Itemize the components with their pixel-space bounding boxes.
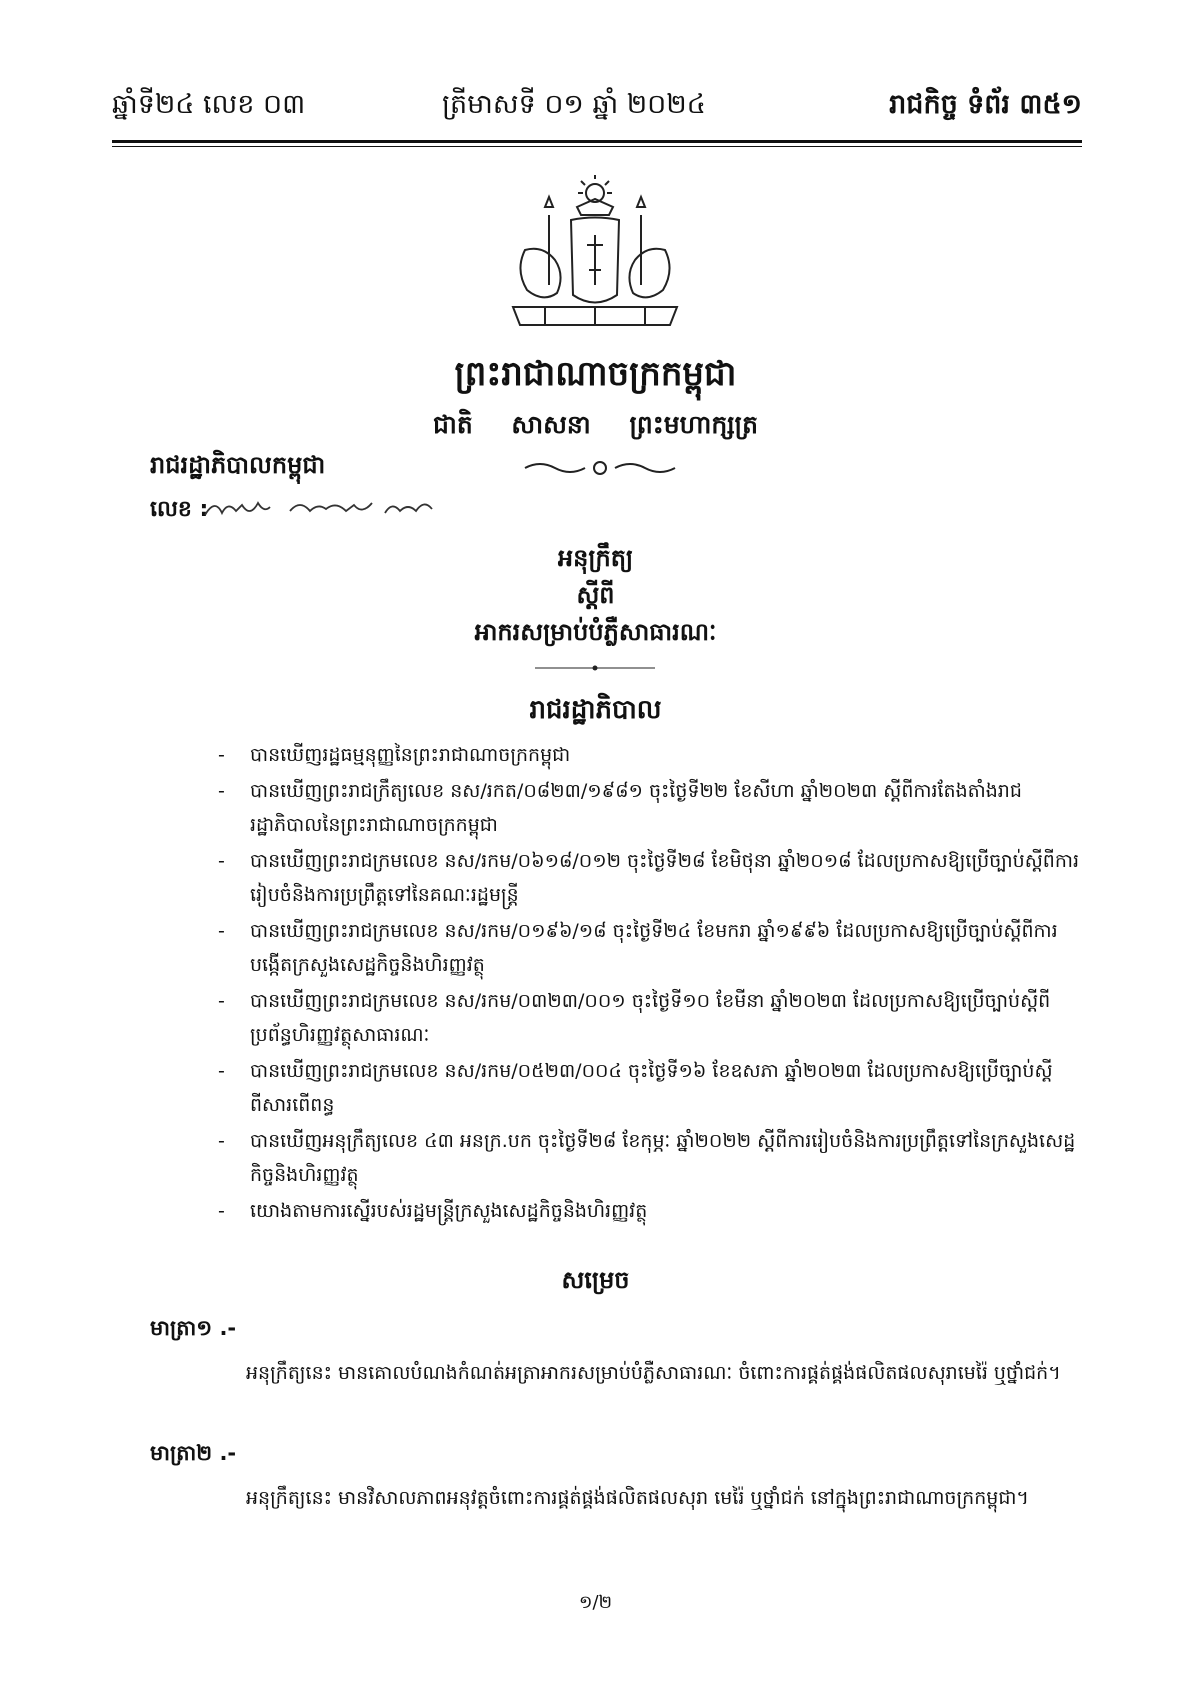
article-1-label: មាត្រា១ .- <box>150 1316 237 1340</box>
page-number: ១/២ <box>578 1592 613 1613</box>
article-2-text: អនុក្រឹត្យនេះ មានវិសាលភាពអនុវត្តចំពោះការផ្គត់ផ្គង់ផលិតផលសុរា មេរ៉ៃ ឬថ្នាំជក់ នៅក្នុងព្រះរាជាណាចក្រកម្ពុជា។ <box>246 1487 1029 1509</box>
list-item: - យោងតាមការស្នើរបស់រដ្ឋមន្ត្រីក្រសួងសេដ្ឋកិច្ចនិងហិរញ្ញវត្ថុ <box>218 1200 648 1222</box>
list-item: - បានឃើញព្រះរាជក្រមលេខ នស/រកម/០៣២៣/០០១ ចុះថ្ងៃទី១០ ខែមីនា ឆ្នាំ២០២៣ ដែលប្រកាសឱ្យប្រើច្បាប់ស្តីពីប្រព័ន្ធហិរញ្ញវត្ថុសាធារណៈ <box>218 990 1051 1046</box>
list-item: - បានឃើញព្រះរាជក្រមលេខ នស/រកម/០១៩៦/១៨ ចុះថ្ងៃទី២៤ ខែមករា ឆ្នាំ១៩៩៦ ដែលប្រកាសឱ្យប្រើច្បាប់ស្តីពីការបង្កើតក្រសួងសេដ្ឋកិច្ចនិងហិរញ្ញវត្ថុ <box>218 920 1058 976</box>
national-motto: ជាតិ សាសនា ព្រះមហាក្សត្រ <box>433 410 758 439</box>
article-1-text: អនុក្រឹត្យនេះ មានគោលបំណងកំណត់អត្រាអាករសម្រាប់បំភ្លឺសាធារណៈ ចំពោះការផ្គត់ផ្គង់ផលិតផលសុរាមេរ៉ៃ ឬថ្នាំជក់។ <box>246 1362 1061 1384</box>
decision-heading: សម្រេច <box>561 1266 630 1294</box>
document-number-label: លេខ : <box>150 497 209 522</box>
gazette-year-issue: ឆ្នាំទី២៤ លេខ ០៣ <box>112 89 306 120</box>
handwritten-number-signature <box>200 493 450 523</box>
decree-subject: អាករសម្រាប់បំភ្លឺសាធារណៈ <box>474 618 717 646</box>
issuing-authority: រាជរដ្ឋាភិបាលកម្ពុជា <box>150 451 326 479</box>
royal-arms-of-cambodia-icon <box>505 175 685 335</box>
decree-type: អនុក្រឹត្យ <box>557 544 634 572</box>
header-rule <box>112 140 1082 143</box>
list-item: - បានឃើញរដ្ឋធម្មនុញ្ញនៃព្រះរាជាណាចក្រកម្ពុជា <box>218 744 571 766</box>
list-item: - បានឃើញព្រះរាជក្រឹត្យលេខ នស/រកត/០៨២៣/១៩៨១ ចុះថ្ងៃទី២២ ខែសីហា ឆ្នាំ២០២៣ ស្តីពីការតែងតាំងរាជរដ្ឋាភិបាលនៃព្រះរាជាណាចក្រកម្ពុជា <box>218 780 1022 836</box>
gazette-page: រាជកិច្ច ទំព័រ ៣៥១ <box>889 89 1082 120</box>
header-rule-thin <box>112 146 1082 147</box>
list-item: - បានឃើញព្រះរាជក្រមលេខ នស/រកម/០៥២៣/០០៤ ចុះថ្ងៃទី១៦ ខែឧសភា ឆ្នាំ២០២៣ ដែលប្រកាសឱ្យប្រើច្បាប់ស្តីពីសារពើពន្ធ <box>218 1060 1053 1116</box>
gazette-quarter: ត្រីមាសទី ០១ ឆ្នាំ ២០២៤ <box>442 89 706 120</box>
decree-about: ស្តីពី <box>576 581 615 609</box>
list-item: - បានឃើញអនុក្រឹត្យលេខ ៤៣ អនក្រ.បក ចុះថ្ងៃទី២៨ ខែកុម្ភៈ ឆ្នាំ២០២២ ស្តីពីការរៀបចំនិងការប្រព្រឹត្តទៅនៃក្រសួងសេដ្ឋកិច្ចនិងហិរញ្ញវត្ថុ <box>218 1130 1076 1186</box>
government-heading: រាជរដ្ឋាភិបាល <box>529 695 662 725</box>
gazette-header <box>112 88 1082 136</box>
kingdom-title: ព្រះរាជាណាចក្រកម្ពុជា <box>454 354 737 394</box>
considerations-list <box>218 738 1080 1230</box>
title-divider <box>535 664 655 672</box>
list-item: - បានឃើញព្រះរាជក្រមលេខ នស/រកម/០៦១៨/០១២ ចុះថ្ងៃទី២៨ ខែមិថុនា ឆ្នាំ២០១៨ ដែលប្រកាសឱ្យប្រើច្បាប់ស្តីពីការរៀបចំនិងការប្រព្រឹត្តទៅនៃគណៈរដ្ឋមន្ត្រី <box>218 850 1079 906</box>
article-2-label: មាត្រា២ .- <box>150 1441 237 1465</box>
ornament-divider-icon <box>520 458 680 478</box>
